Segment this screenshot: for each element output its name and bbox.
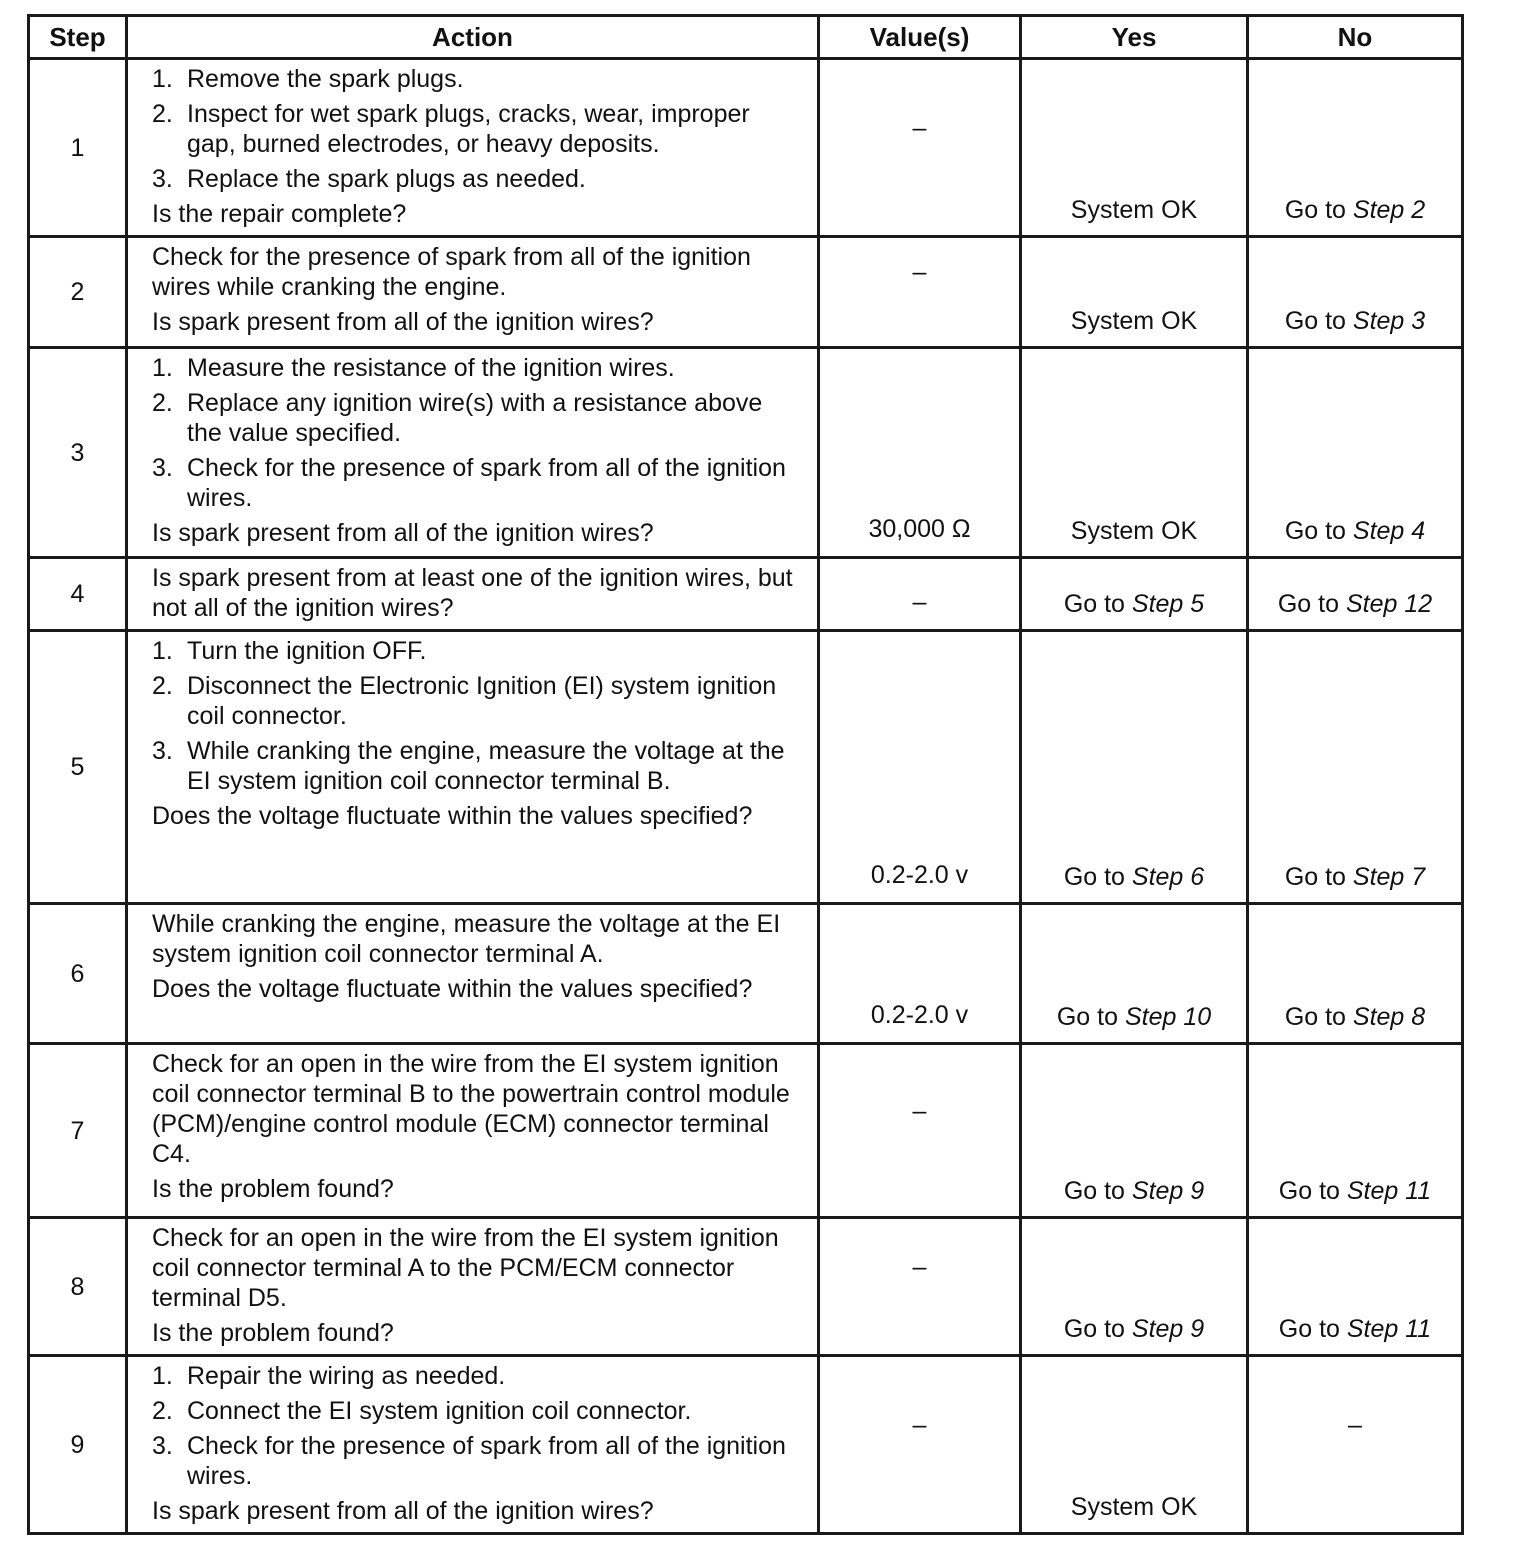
table-row: [29, 558, 1463, 631]
numbered-item: 2. Connect the EI system ignition coil connector.: [152, 1397, 692, 1425]
diagnostic-table: [27, 14, 1464, 1535]
table-row: [29, 1218, 1463, 1356]
no-result: Go to Step 3: [1248, 237, 1463, 348]
numbered-item: 1. Turn the ignition OFF.: [152, 637, 427, 665]
step-number: 8: [29, 1218, 127, 1356]
value-cell: –: [819, 1044, 1021, 1218]
action-cell: [127, 59, 819, 237]
no-result: Go to Step 11: [1248, 1044, 1463, 1218]
numbered-item: 3. While cranking the engine, measure the voltage at the EI system ignition coil connector terminal B.: [152, 737, 785, 795]
header-action: Action: [127, 16, 819, 59]
yes-result: Go to Step 6: [1021, 631, 1248, 904]
numbered-item: 3. Check for the presence of spark from all of the ignition wires.: [152, 1432, 786, 1490]
action-question: Does the voltage fluctuate within the values specified?: [152, 802, 753, 830]
table-row: [29, 1044, 1463, 1218]
table-row: [29, 631, 1463, 904]
table-row: [29, 348, 1463, 558]
header-step: Step: [29, 16, 127, 59]
action-cell: [127, 1356, 819, 1534]
step-number: 2: [29, 237, 127, 348]
yes-result: System OK: [1021, 348, 1248, 558]
header-no: No: [1248, 16, 1463, 59]
yes-result: System OK: [1021, 59, 1248, 237]
no-result: –: [1248, 1356, 1463, 1534]
yes-result: System OK: [1021, 237, 1248, 348]
yes-result: Go to Step 9: [1021, 1218, 1248, 1356]
action-question: Is spark present from at least one of the ignition wires, but not all of the ignition wires?: [152, 564, 793, 622]
value-cell: 0.2-2.0 v: [819, 904, 1021, 1044]
step-number: 6: [29, 904, 127, 1044]
no-result: Go to Step 7: [1248, 631, 1463, 904]
numbered-item: 2. Disconnect the Electronic Ignition (EI) system ignition coil connector.: [152, 672, 777, 730]
numbered-item: 1. Repair the wiring as needed.: [152, 1362, 506, 1390]
no-result: Go to Step 12: [1248, 558, 1463, 631]
table-row: [29, 59, 1463, 237]
value-cell: 30,000 Ω: [819, 348, 1021, 558]
no-result: Go to Step 4: [1248, 348, 1463, 558]
header-yes: Yes: [1021, 16, 1248, 59]
action-question: Is spark present from all of the ignition wires?: [152, 308, 654, 336]
numbered-item: 3. Replace the spark plugs as needed.: [152, 165, 586, 193]
yes-result: Go to Step 9: [1021, 1044, 1248, 1218]
action-cell: [127, 1044, 819, 1218]
numbered-item: 2. Inspect for wet spark plugs, cracks, wear, improper gap, burned electrodes, or heavy deposits.: [152, 100, 750, 158]
step-number: 4: [29, 558, 127, 631]
step-number: 5: [29, 631, 127, 904]
action-question: Is the problem found?: [152, 1319, 394, 1347]
action-question: Is the problem found?: [152, 1175, 394, 1203]
action-question: Is spark present from all of the ignition wires?: [152, 1497, 654, 1525]
step-number: 3: [29, 348, 127, 558]
yes-result: Go to Step 10: [1021, 904, 1248, 1044]
action-text: While cranking the engine, measure the voltage at the EI system ignition coil connector terminal A.: [152, 910, 781, 968]
header-values: Value(s): [819, 16, 1021, 59]
value-cell: –: [819, 1356, 1021, 1534]
numbered-item: 2. Replace any ignition wire(s) with a resistance above the value specified.: [152, 389, 763, 447]
table-row: [29, 904, 1463, 1044]
action-cell: [127, 1218, 819, 1356]
value-cell: 0.2-2.0 v: [819, 631, 1021, 904]
action-cell: [127, 237, 819, 348]
header-row: [29, 16, 1463, 59]
no-result: Go to Step 8: [1248, 904, 1463, 1044]
table-row: [29, 1356, 1463, 1534]
value-cell: –: [819, 558, 1021, 631]
action-text: Check for an open in the wire from the EI system ignition coil connector terminal B to the powertrain control module (PCM)/engine control module (ECM) connector terminal C4.: [152, 1050, 790, 1168]
step-number: 9: [29, 1356, 127, 1534]
action-cell: [127, 904, 819, 1044]
action-cell: [127, 348, 819, 558]
yes-result: Go to Step 5: [1021, 558, 1248, 631]
action-cell: [127, 558, 819, 631]
numbered-item: 1. Remove the spark plugs.: [152, 65, 464, 93]
value-cell: –: [819, 237, 1021, 348]
numbered-item: 1. Measure the resistance of the ignition wires.: [152, 354, 675, 382]
numbered-item: 3. Check for the presence of spark from all of the ignition wires.: [152, 454, 786, 512]
table-row: [29, 237, 1463, 348]
step-number: 1: [29, 59, 127, 237]
action-cell: [127, 631, 819, 904]
action-text: Check for an open in the wire from the EI system ignition coil connector terminal A to the PCM/ECM connector terminal D5.: [152, 1224, 779, 1312]
action-question: Is spark present from all of the ignition wires?: [152, 519, 654, 547]
action-text: Check for the presence of spark from all of the ignition wires while cranking the engine.: [152, 243, 751, 301]
yes-result: System OK: [1021, 1356, 1248, 1534]
no-result: Go to Step 11: [1248, 1218, 1463, 1356]
step-number: 7: [29, 1044, 127, 1218]
value-cell: –: [819, 1218, 1021, 1356]
action-question: Does the voltage fluctuate within the values specified?: [152, 975, 753, 1003]
value-cell: –: [819, 59, 1021, 237]
no-result: Go to Step 2: [1248, 59, 1463, 237]
action-question: Is the repair complete?: [152, 200, 407, 228]
